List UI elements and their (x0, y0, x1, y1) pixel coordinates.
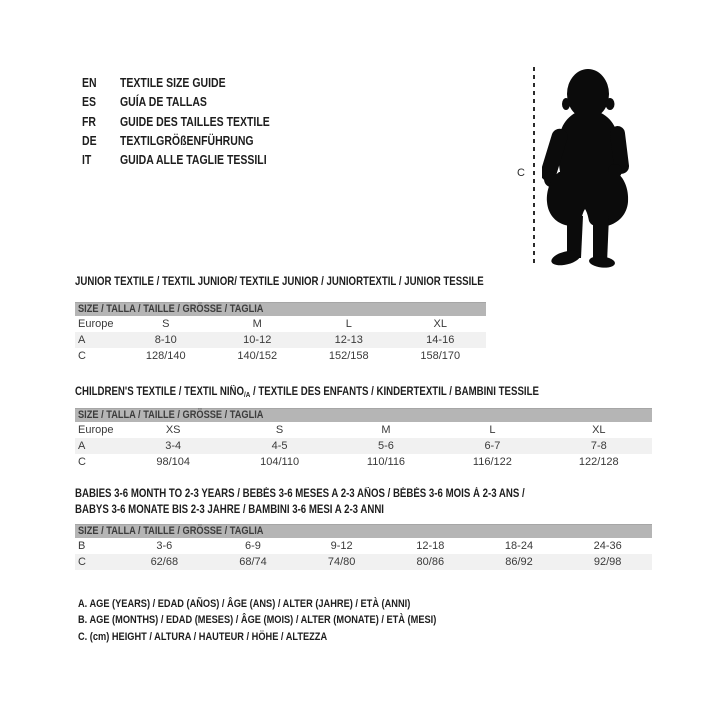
table-title: BABIES 3-6 MONTH TO 2-3 YEARS / BEBÉS 3-6 MESES A 2-3 AÑOS / BÉBÉS 3-6 MOIS À 2-3 ANS / BABYS 3-6 MONATE BIS 2-3 JAHRE / BAMBINI 3-6 MESI A 2-3 ANNI (75, 488, 525, 516)
junior-textile-table (75, 276, 486, 364)
table-row: Europe XS S M L XL (78, 424, 606, 436)
language-code: EN (82, 76, 97, 90)
table-title: CHILDREN'S TEXTILE / TEXTIL NIÑO/A / TEXTILE DES ENFANTS / KINDERTEXTIL / BAMBINI TESSILE (75, 386, 539, 399)
language-code: DE (82, 133, 97, 148)
language-code: FR (82, 114, 97, 129)
table-title: JUNIOR TEXTILE / TEXTIL JUNIOR/ TEXTILE JUNIOR / JUNIORTEXTIL / JUNIOR TESSILE (75, 276, 484, 288)
footnotes (78, 596, 505, 645)
language-list (82, 74, 298, 170)
language-row-fr (82, 113, 298, 132)
table-row: A 8-10 10-12 12-13 14-16 (75, 332, 486, 348)
table-row: C 62/68 68/74 74/80 80/86 86/92 92/98 (75, 554, 652, 570)
height-measure-dashed-line (533, 67, 535, 267)
toddler-silhouette-icon (542, 66, 635, 268)
height-measure-label: C (517, 167, 525, 179)
childrens-textile-table (75, 386, 652, 470)
language-title: GUÍA DE TALLAS (120, 95, 207, 110)
language-title: TEXTILGRÖßENFÜHRUNG (120, 133, 254, 148)
size-header-bar: SIZE / TALLA / TAILLE / GRÖSSE / TAGLIA (75, 302, 486, 316)
babies-textile-table (75, 486, 652, 570)
table-row: C 128/140 140/152 152/158 158/170 (78, 350, 461, 362)
language-code: IT (82, 153, 92, 168)
size-header-bar: SIZE / TALLA / TAILLE / GRÖSSE / TAGLIA (75, 524, 652, 538)
language-row-en (82, 74, 298, 93)
size-header-bar: SIZE / TALLA / TAILLE / GRÖSSE / TAGLIA (75, 408, 652, 422)
language-title: TEXTILE SIZE GUIDE (120, 76, 226, 90)
footnote-a: A. AGE (YEARS) / EDAD (AÑOS) / ÂGE (ANS) / ALTER (JAHRE) / ETÀ (ANNI) (78, 598, 411, 610)
language-code: ES (82, 95, 97, 110)
footnote-c: C. (cm) HEIGHT / ALTURA / HAUTEUR / HÖHE / ALTEZZA (78, 630, 328, 643)
language-title: GUIDA ALLE TAGLIE TESSILI (120, 153, 267, 168)
language-title: GUIDE DES TAILLES TEXTILE (120, 114, 270, 129)
language-row-es (82, 93, 298, 112)
language-row-it (82, 151, 298, 170)
table-row: A 3-4 4-5 5-6 6-7 7-8 (75, 438, 652, 454)
table-row: Europe S M L XL (78, 318, 447, 330)
table-row: C 98/104 104/110 110/116 116/122 122/128 (78, 456, 619, 468)
language-row-de (82, 132, 298, 151)
footnote-b: B. AGE (MONTHS) / EDAD (MESES) / ÂGE (MOIS) / ALTER (MONATE) / ETÀ (MESI) (78, 614, 437, 627)
table-row: B 3-6 6-9 9-12 12-18 18-24 24-36 (78, 540, 622, 552)
